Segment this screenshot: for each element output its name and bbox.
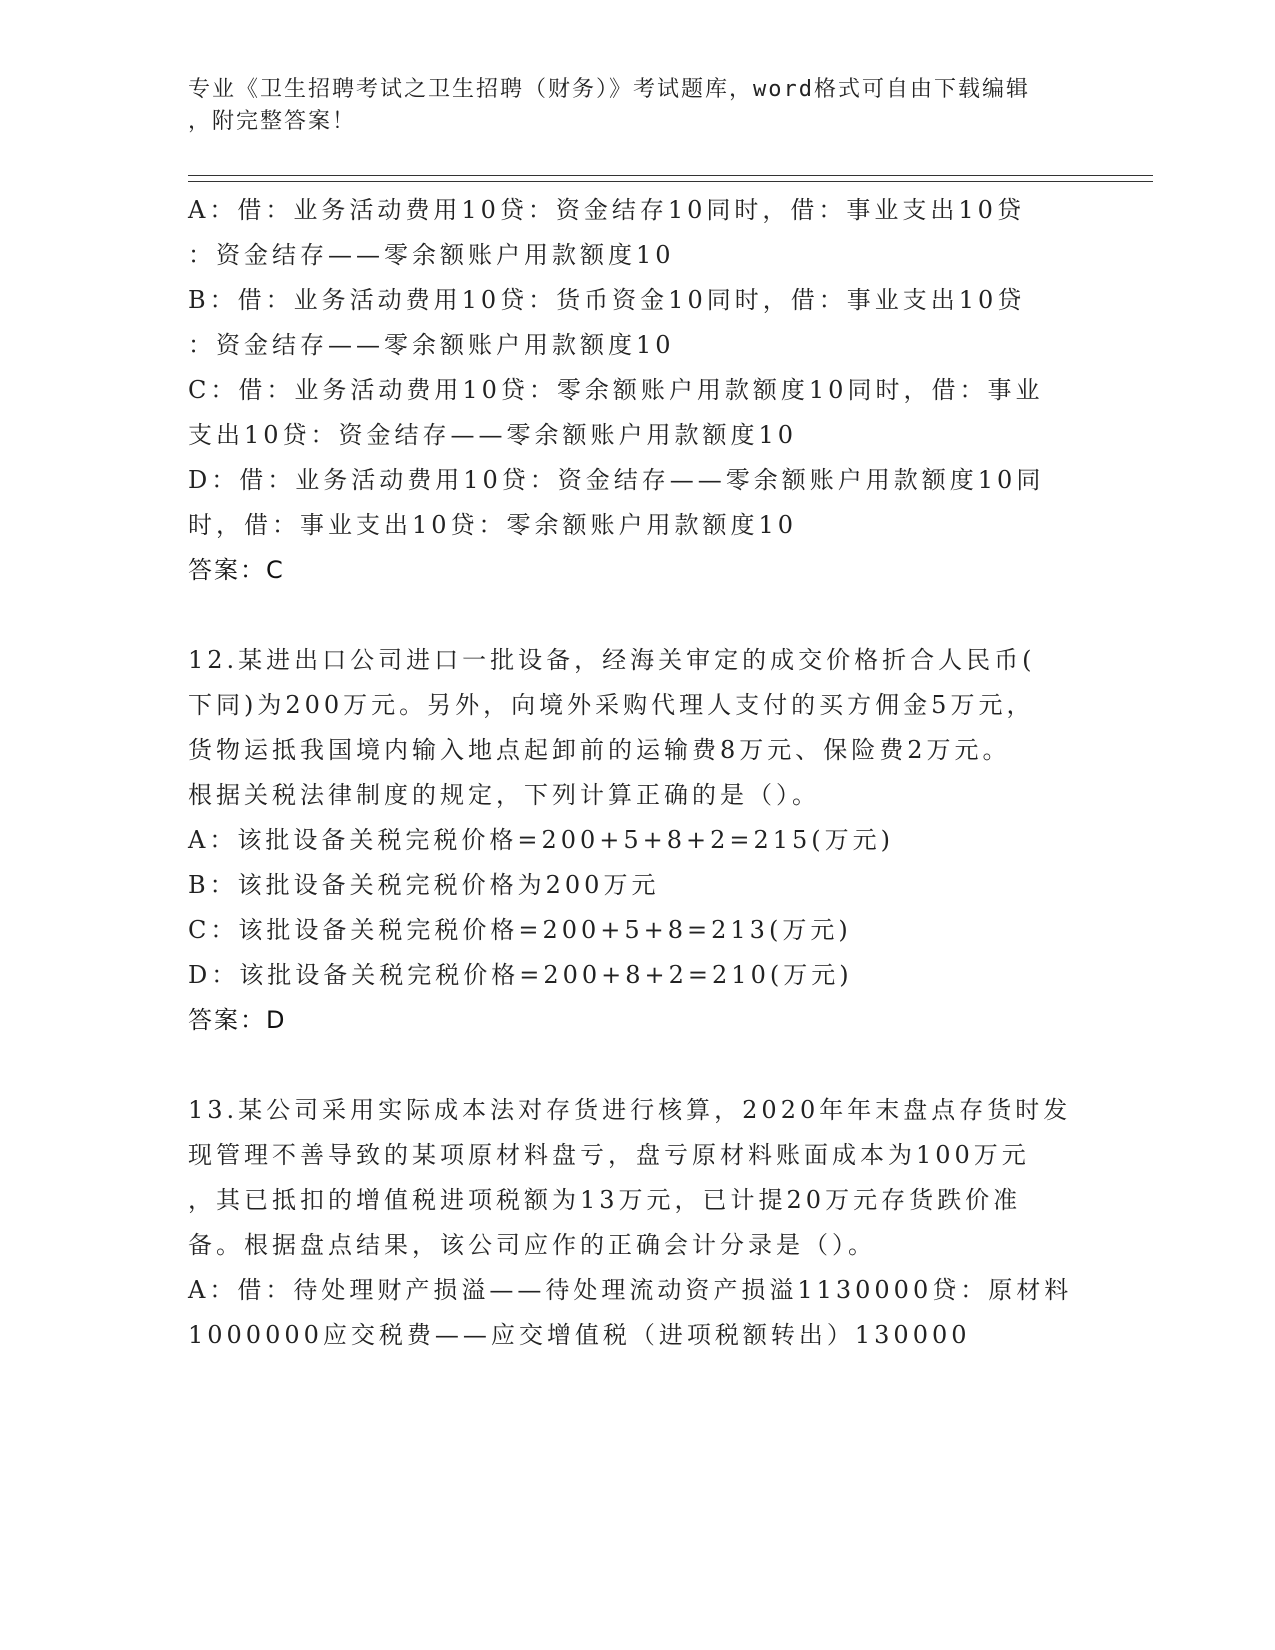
question-spacer (188, 593, 1088, 638)
q11-option-b-line2: ：资金结存——零余额账户用款额度10 (188, 331, 675, 359)
q12-stem-line2: 下同)为200万元。另外，向境外采购代理人支付的买方佣金5万元， (188, 691, 1035, 719)
q12-stem-line1: 12.某进出口公司进口一批设备，经海关审定的成交价格折合人民币( (188, 646, 1036, 674)
q12-option-b: B：该批设备关税完税价格为200万元 (188, 871, 660, 899)
header-title-line2: ，附完整答案！ (188, 109, 357, 134)
q12-option-d: D：该批设备关税完税价格=200+8+2=210(万元) (188, 961, 853, 989)
q13-stem-line1: 13.某公司采用实际成本法对存货进行核算，2020年年末盘点存货时发 (188, 1096, 1072, 1124)
header-title-line1: 专业《卫生招聘考试之卫生招聘（财务）》考试题库，word格式可自由下载编辑 (188, 77, 1030, 102)
q11-option-c-line2: 支出10贷：资金结存——零余额账户用款额度10 (188, 421, 798, 449)
q12-answer: 答案：D (188, 1006, 287, 1034)
q11-option-d-line1: D：借：业务活动费用10贷：资金结存——零余额账户用款额度10同 (188, 466, 1045, 494)
question-content (188, 188, 1088, 1358)
q13-option-a-line2: 1000000应交税费——应交增值税（进项税额转出）130000 (188, 1321, 971, 1349)
q11-option-b-line1: B：借：业务活动费用10贷：货币资金10同时，借：事业支出10贷 (188, 286, 1026, 314)
document-header (188, 74, 1068, 138)
q12-option-a: A：该批设备关税完税价格=200+5+8+2=215(万元) (188, 826, 895, 854)
q11-option-a-line1: A：借：业务活动费用10贷：资金结存10同时，借：事业支出10贷 (188, 196, 1025, 224)
q11-option-c-line1: C：借：业务活动费用10贷：零余额账户用款额度10同时，借：事业 (188, 376, 1044, 404)
q12-option-c: C：该批设备关税完税价格=200+5+8=213(万元) (188, 916, 852, 944)
q13-stem-line2: 现管理不善导致的某项原材料盘亏，盘亏原材料账面成本为100万元 (188, 1141, 1030, 1169)
header-divider-top (188, 175, 1153, 176)
q13-option-a-line1: A：借：待处理财产损溢——待处理流动资产损溢1130000贷：原材料 (188, 1276, 1073, 1304)
question-13 (188, 1088, 1088, 1358)
question-11 (188, 188, 1088, 593)
q13-stem-line3: ，其已抵扣的增值税进项税额为13万元，已计提20万元存货跌价准 (188, 1186, 1022, 1214)
question-12 (188, 638, 1088, 1043)
q11-option-d-line2: 时，借：事业支出10贷：零余额账户用款额度10 (188, 511, 798, 539)
q13-stem-line4: 备。根据盘点结果，该公司应作的正确会计分录是（）。 (188, 1231, 876, 1259)
q11-answer: 答案：C (188, 556, 285, 584)
q12-stem-line3: 货物运抵我国境内输入地点起卸前的运输费8万元、保险费2万元。 (188, 736, 1011, 764)
header-divider-bottom (188, 181, 1153, 182)
q12-stem-line4: 根据关税法律制度的规定，下列计算正确的是（）。 (188, 781, 820, 809)
question-spacer (188, 1043, 1088, 1088)
q11-option-a-line2: ：资金结存——零余额账户用款额度10 (188, 241, 675, 269)
